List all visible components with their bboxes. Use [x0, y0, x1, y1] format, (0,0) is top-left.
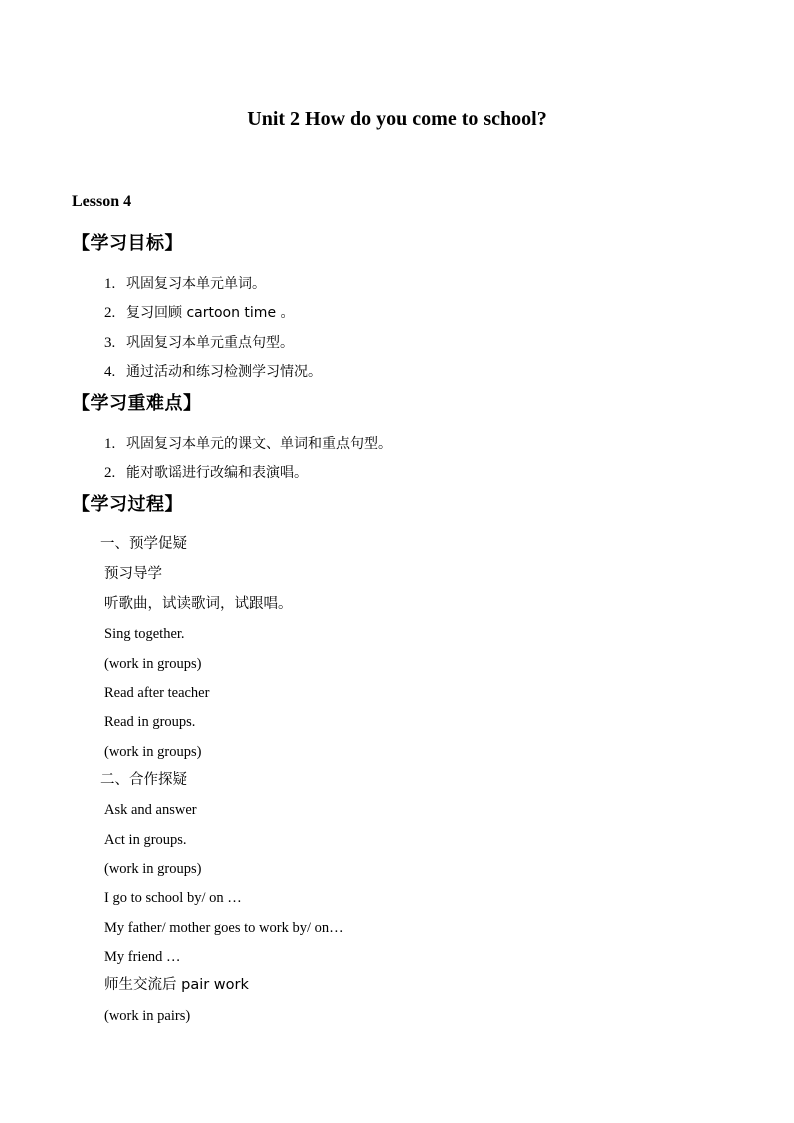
- part2-title: 二、合作探疑: [100, 772, 187, 788]
- goal-item: [104, 274, 266, 294]
- part2-line: I go to school by/ on …: [104, 890, 242, 906]
- goal-text: 通过活动和练习检测学习情况。: [126, 364, 322, 380]
- part1-line: 预习导学: [104, 566, 162, 582]
- goal-number: 4.: [104, 364, 116, 380]
- part2-line: (work in pairs): [104, 1008, 191, 1024]
- key-point-item: [104, 434, 392, 454]
- part2-line: My father/ mother goes to work by/ on…: [104, 920, 344, 936]
- part2-line: 师生交流后 pair work: [104, 977, 249, 993]
- part2-line: (work in groups): [104, 861, 202, 877]
- key-point-item: [104, 463, 308, 483]
- goal-item: [104, 333, 294, 353]
- goal-item: [104, 303, 295, 323]
- key-point-number: 1.: [104, 436, 116, 452]
- goal-number: 3.: [104, 335, 116, 351]
- part1-line: (work in groups): [104, 656, 202, 672]
- key-points-heading: 【学习重难点】: [72, 393, 202, 414]
- part1-title: 一、预学促疑: [100, 536, 187, 552]
- key-point-text: 能对歌谣进行改编和表演唱。: [126, 465, 308, 481]
- part1-line: 听歌曲，试读歌词，试跟唱。: [104, 596, 293, 612]
- goal-text: 复习回顾 cartoon time 。: [126, 305, 295, 321]
- key-point-number: 2.: [104, 465, 116, 481]
- part1-line: (work in groups): [104, 744, 202, 760]
- goal-number: 1.: [104, 276, 116, 292]
- document-title: Unit 2 How do you come to school?: [247, 108, 547, 130]
- goal-text: 巩固复习本单元重点句型。: [126, 335, 294, 351]
- goal-number: 2.: [104, 305, 116, 321]
- part2-line: Ask and answer: [104, 802, 197, 818]
- part1-line: Read in groups.: [104, 714, 196, 730]
- goal-text: 巩固复习本单元单词。: [126, 276, 266, 292]
- goals-heading: 【学习目标】: [72, 233, 183, 254]
- part2-line: My friend …: [104, 949, 181, 965]
- process-heading: 【学习过程】: [72, 494, 183, 515]
- key-point-text: 巩固复习本单元的课文、单词和重点句型。: [126, 436, 392, 452]
- part2-line: Act in groups.: [104, 832, 187, 848]
- part1-line: Sing together.: [104, 626, 185, 642]
- goal-item: [104, 362, 322, 382]
- part1-line: Read after teacher: [104, 685, 210, 701]
- lesson-label: Lesson 4: [72, 193, 132, 210]
